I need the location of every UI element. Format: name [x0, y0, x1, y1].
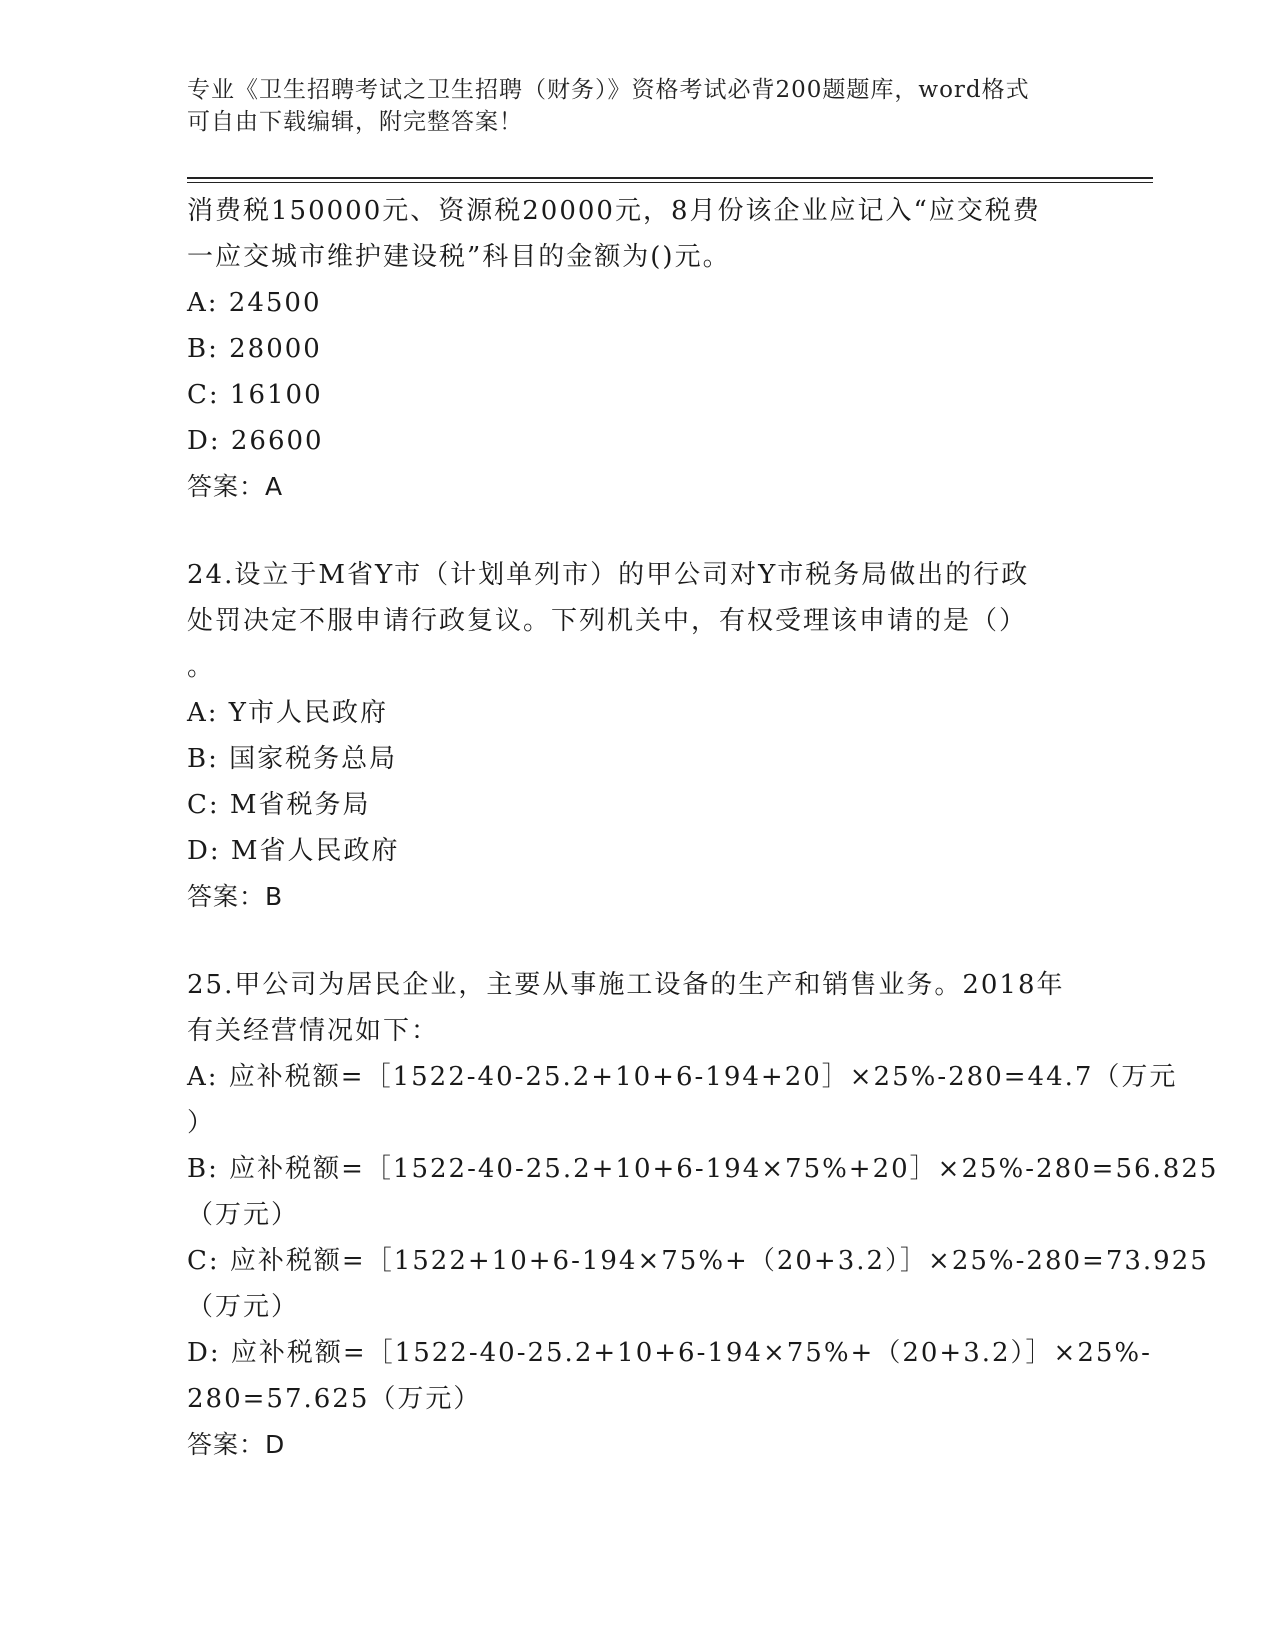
question-24 [187, 552, 1087, 920]
header-line-2: 可自由下载编辑，附完整答案！ [187, 109, 523, 135]
option-a-continued: ） [187, 1108, 216, 1138]
header-rule-thick [187, 177, 1153, 179]
question-stem-line: 一应交城市维护建设税”科目的金额为()元。 [187, 242, 731, 272]
option-b-continued: （万元） [187, 1200, 300, 1230]
option-d: D: 26600 [187, 426, 324, 456]
option-c: C: M省税务局 [187, 790, 371, 820]
question-content [187, 188, 1219, 1468]
question-stem-line: 消费税150000元、资源税20000元，8月份该企业应记入“应交税费 [187, 196, 1041, 226]
header-line-1: 专业《卫生招聘考试之卫生招聘（财务）》资格考试必背200题题库，word格式 [187, 77, 1030, 103]
option-d-continued: 280=57.625（万元） [187, 1384, 482, 1414]
option-c: C: 16100 [187, 380, 323, 410]
answer: 答案：B [187, 882, 284, 911]
answer: 答案：D [187, 1430, 286, 1459]
option-b: B: 28000 [187, 334, 322, 364]
question-stem-line: 有关经营情况如下： [187, 1016, 440, 1046]
option-c: C: 应补税额=［1522+10+6-194×75%+（20+3.2）］×25%-280=73.925 [187, 1246, 1209, 1276]
header-rule-thin [187, 182, 1153, 183]
answer: 答案：A [187, 472, 284, 501]
question-23 [187, 188, 1087, 510]
option-d: D: 应补税额=［1522-40-25.2+10+6-194×75%+（20+3.2）］×25%- [187, 1338, 1152, 1368]
option-b: B: 国家税务总局 [187, 744, 398, 774]
option-d: D: M省人民政府 [187, 836, 400, 866]
option-a: A: Y市人民政府 [187, 698, 388, 728]
option-a: A: 24500 [187, 288, 322, 318]
question-stem-line: 。 [187, 652, 216, 682]
question-stem-line: 处罚决定不服申请行政复议。下列机关中，有权受理该申请的是（） [187, 606, 1028, 636]
question-stem-line: 25.甲公司为居民企业，主要从事施工设备的生产和销售业务。2018年 [187, 970, 1065, 1000]
option-b: B: 应补税额=［1522-40-25.2+10+6-194×75%+20］×25%-280=56.825 [187, 1154, 1219, 1184]
document-header [187, 74, 1067, 138]
question-stem-line: 24.设立于M省Y市（计划单列市）的甲公司对Y市税务局做出的行政 [187, 560, 1030, 590]
option-a: A: 应补税额=［1522-40-25.2+10+6-194+20］×25%-280=44.7（万元 [187, 1062, 1178, 1092]
option-c-continued: （万元） [187, 1292, 300, 1322]
question-25 [187, 962, 1219, 1468]
